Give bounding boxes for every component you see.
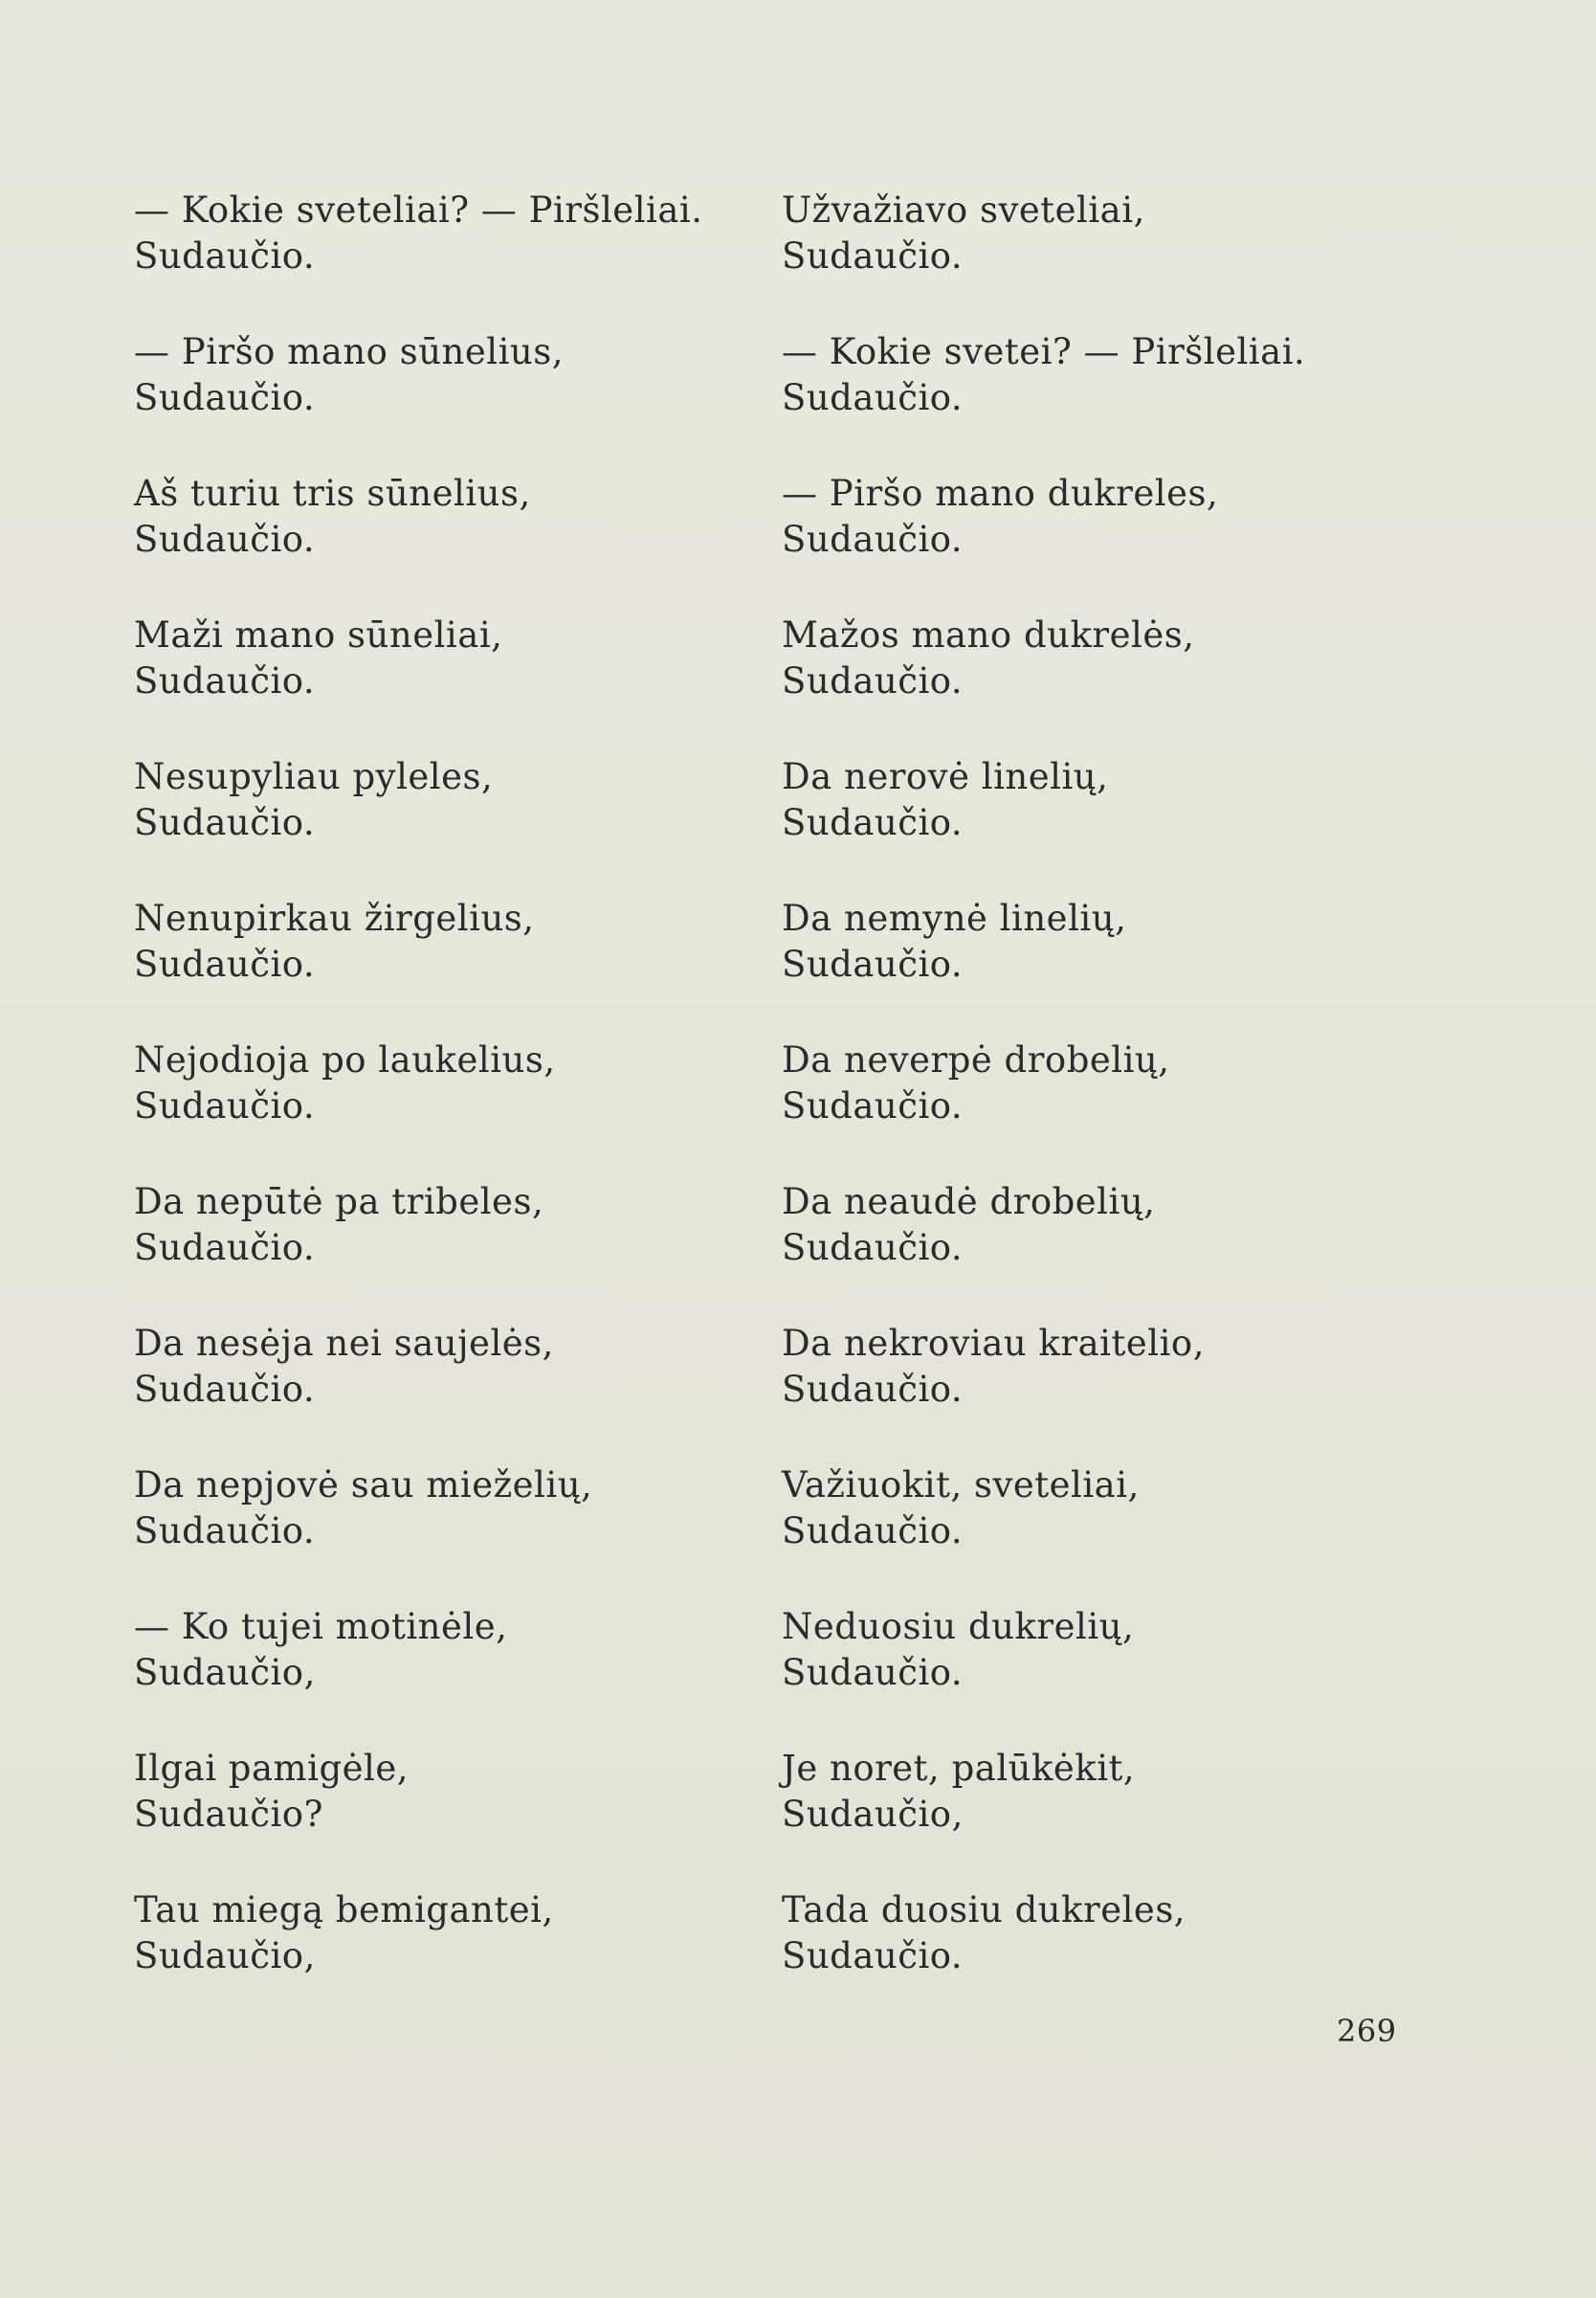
verse-line: — Kokie svetei? — Piršleliai. xyxy=(782,331,1306,372)
refrain-line: Sudaučio, xyxy=(134,1652,316,1693)
refrain-line: Sudaučio, xyxy=(782,1794,964,1835)
verse-line: Da neverpė drobelių, xyxy=(782,1039,1170,1081)
stanza xyxy=(134,1179,804,1321)
refrain-line: Sudaučio. xyxy=(134,1227,316,1268)
refrain-line: Sudaučio, xyxy=(134,1935,316,1976)
verse-line: Da neaudė drobelių, xyxy=(782,1181,1156,1222)
refrain-line: Sudaučio. xyxy=(134,944,316,985)
refrain-line: Sudaučio. xyxy=(134,1510,316,1551)
stanza xyxy=(134,188,804,329)
stanza xyxy=(782,1179,1452,1321)
page-number: 269 xyxy=(1337,2013,1397,2049)
verse-line: Maži mano sūneliai, xyxy=(134,614,503,656)
refrain-line: Sudaučio. xyxy=(782,660,964,702)
stanza xyxy=(134,1604,804,1746)
verse-line: — Ko tujei motinėle, xyxy=(134,1606,508,1647)
refrain-line: Sudaučio. xyxy=(782,802,964,843)
verse-line: Tada duosiu dukreles, xyxy=(782,1889,1186,1930)
stanza xyxy=(782,896,1452,1037)
verse-line: Važiuokit, sveteliai, xyxy=(782,1464,1140,1506)
stanza xyxy=(134,1321,804,1462)
verse-line: — Kokie sveteliai? — Piršleliai. xyxy=(134,190,703,231)
verse-line: Neduosiu dukrelių, xyxy=(782,1606,1135,1647)
verse-line: — Piršo mano sūnelius, xyxy=(134,331,565,372)
verse-line: Tau miegą bemigantei, xyxy=(134,1889,554,1930)
verse-line: Da nemynė linelių, xyxy=(782,898,1127,939)
refrain-line: Sudaučio? xyxy=(134,1794,323,1835)
left-column xyxy=(134,188,804,2029)
stanza xyxy=(134,896,804,1037)
refrain-line: Sudaučio. xyxy=(782,1652,964,1693)
stanza xyxy=(134,1746,804,1887)
refrain-line: Sudaučio. xyxy=(782,519,964,560)
refrain-line: Sudaučio. xyxy=(134,377,316,418)
verse-line: Nesupyliau pyleles, xyxy=(134,756,494,797)
verse-line: Da nepjovė sau mieželių, xyxy=(134,1464,593,1506)
verse-line: Mažos mano dukrelės, xyxy=(782,614,1195,656)
stanza xyxy=(134,329,804,471)
verse-line: Aš turiu tris sūnelius, xyxy=(134,473,531,514)
verse-line: Nejodioja po laukelius, xyxy=(134,1039,556,1081)
stanza xyxy=(782,1321,1452,1462)
refrain-line: Sudaučio. xyxy=(134,519,316,560)
refrain-line: Sudaučio. xyxy=(134,235,316,277)
verse-line: Da nerovė linelių, xyxy=(782,756,1109,797)
verse-line: Ilgai pamigėle, xyxy=(134,1748,410,1789)
verse-line: Da nekroviau kraitelio, xyxy=(782,1323,1205,1364)
refrain-line: Sudaučio. xyxy=(782,944,964,985)
stanza xyxy=(134,1887,804,2029)
stanza xyxy=(134,1037,804,1179)
refrain-line: Sudaučio. xyxy=(782,1227,964,1268)
stanza xyxy=(782,1887,1452,2029)
stanza xyxy=(134,754,804,896)
verse-line: Nenupirkau žirgelius, xyxy=(134,898,535,939)
stanza xyxy=(782,1462,1452,1604)
refrain-line: Sudaučio. xyxy=(134,660,316,702)
refrain-line: Sudaučio. xyxy=(782,235,964,277)
refrain-line: Sudaučio. xyxy=(782,1510,964,1551)
refrain-line: Sudaučio. xyxy=(782,1085,964,1127)
right-column xyxy=(782,188,1452,2029)
verse-line: — Piršo mano dukreles, xyxy=(782,473,1219,514)
stanza xyxy=(134,1462,804,1604)
refrain-line: Sudaučio. xyxy=(134,1085,316,1127)
verse-line: Da nesėja nei saujelės, xyxy=(134,1323,554,1364)
stanza xyxy=(782,1037,1452,1179)
stanza xyxy=(782,754,1452,896)
verse-line: Da nepūtė pa tribeles, xyxy=(134,1181,544,1222)
refrain-line: Sudaučio. xyxy=(134,802,316,843)
stanza xyxy=(782,188,1452,329)
stanza xyxy=(782,1746,1452,1887)
verse-line: Je noret, palūkėkit, xyxy=(782,1748,1136,1789)
stanza xyxy=(782,1604,1452,1746)
refrain-line: Sudaučio. xyxy=(134,1369,316,1410)
stanza xyxy=(782,471,1452,613)
refrain-line: Sudaučio. xyxy=(782,1369,964,1410)
stanza xyxy=(782,613,1452,754)
stanza xyxy=(782,329,1452,471)
stanza xyxy=(134,471,804,613)
refrain-line: Sudaučio. xyxy=(782,377,964,418)
stanza xyxy=(134,613,804,754)
verse-line: Užvažiavo sveteliai, xyxy=(782,190,1145,231)
refrain-line: Sudaučio. xyxy=(782,1935,964,1976)
